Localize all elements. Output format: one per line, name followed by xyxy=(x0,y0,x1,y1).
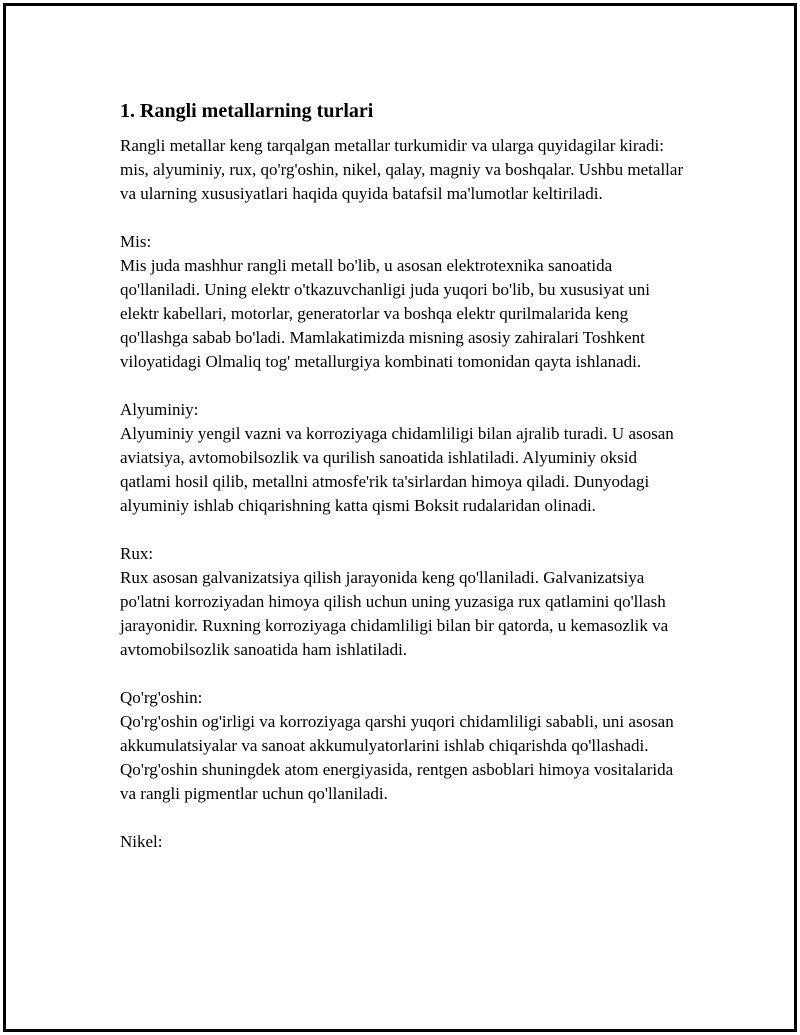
section-title: Qo'rg'oshin: xyxy=(120,688,203,707)
section-alyuminiy xyxy=(120,398,690,518)
section-heading: 1. Rangli metallarning turlari xyxy=(120,100,374,122)
intro-paragraph: Rangli metallar keng tarqalgan metallar turkumidir va ularga quyidagilar kiradi: mis, alyuminiy, rux, qo'rg'oshin, nikel, qalay, magniy va boshqalar. Ushbu metallar va ularning xususiyatlari haqida quyida batafsil ma'lumotlar keltiriladi. xyxy=(120,136,684,203)
section-body: Rux asosan galvanizatsiya qilish jarayonida keng qo'llaniladi. Galvanizatsiya po'latni korroziyadan himoya qilish uchun uning yuzasiga rux qatlamini qo'llash jarayonidir. Ruxning korroziyaga chidamliligi bilan bir qatorda, u kemasozlik va avtomobilsozlik sanoatida ham ishlatiladi. xyxy=(120,568,669,659)
document-content xyxy=(120,98,690,878)
section-title: Alyuminiy: xyxy=(120,400,199,419)
section-rux xyxy=(120,542,690,662)
section-body: Mis juda mashhur rangli metall bo'lib, u asosan elektrotexnika sanoatida qo'llaniladi. Uning elektr o'tkazuvchanligi juda yuqori bo'lib, bu xususiyat uni elektr kabellari, motorlar, generatorlar va boshqa elektr qurilmalarida keng qo'llashga sabab bo'ladi. Mamlakatimizda misning asosiy zahiralari Toshkent viloyatidagi Olmaliq tog' metallurgiya kombinati tomonidan qayta ishlanadi. xyxy=(120,256,650,371)
document-page xyxy=(3,3,797,1032)
section-mis xyxy=(120,230,690,374)
section-nikel xyxy=(120,830,690,854)
section-title: Rux: xyxy=(120,544,154,563)
section-body: Alyuminiy yengil vazni va korroziyaga chidamliligi bilan ajralib turadi. U asosan aviatsiya, avtomobilsozlik va qurilish sanoatida ishlatiladi. Alyuminiy oksid qatlami hosil qilib, metallni atmosfe'rik ta'sirlardan himoya qiladi. Dunyodagi alyuminiy ishlab chiqarishning katta qismi Boksit rudalaridan olinadi. xyxy=(120,424,674,515)
section-body: Qo'rg'oshin og'irligi va korroziyaga qarshi yuqori chidamliligi sababli, uni asosan akkumulatsiyalar va sanoat akkumulyatorlarini ishlab chiqarishda qo'llashadi. Qo'rg'oshin shuningdek atom energiyasida, rentgen asboblari himoya vositalarida va rangli pigmentlar uchun qo'llaniladi. xyxy=(120,712,674,803)
section-title: Nikel: xyxy=(120,832,163,851)
section-title: Mis: xyxy=(120,232,152,251)
section-qorgoshin xyxy=(120,686,690,806)
